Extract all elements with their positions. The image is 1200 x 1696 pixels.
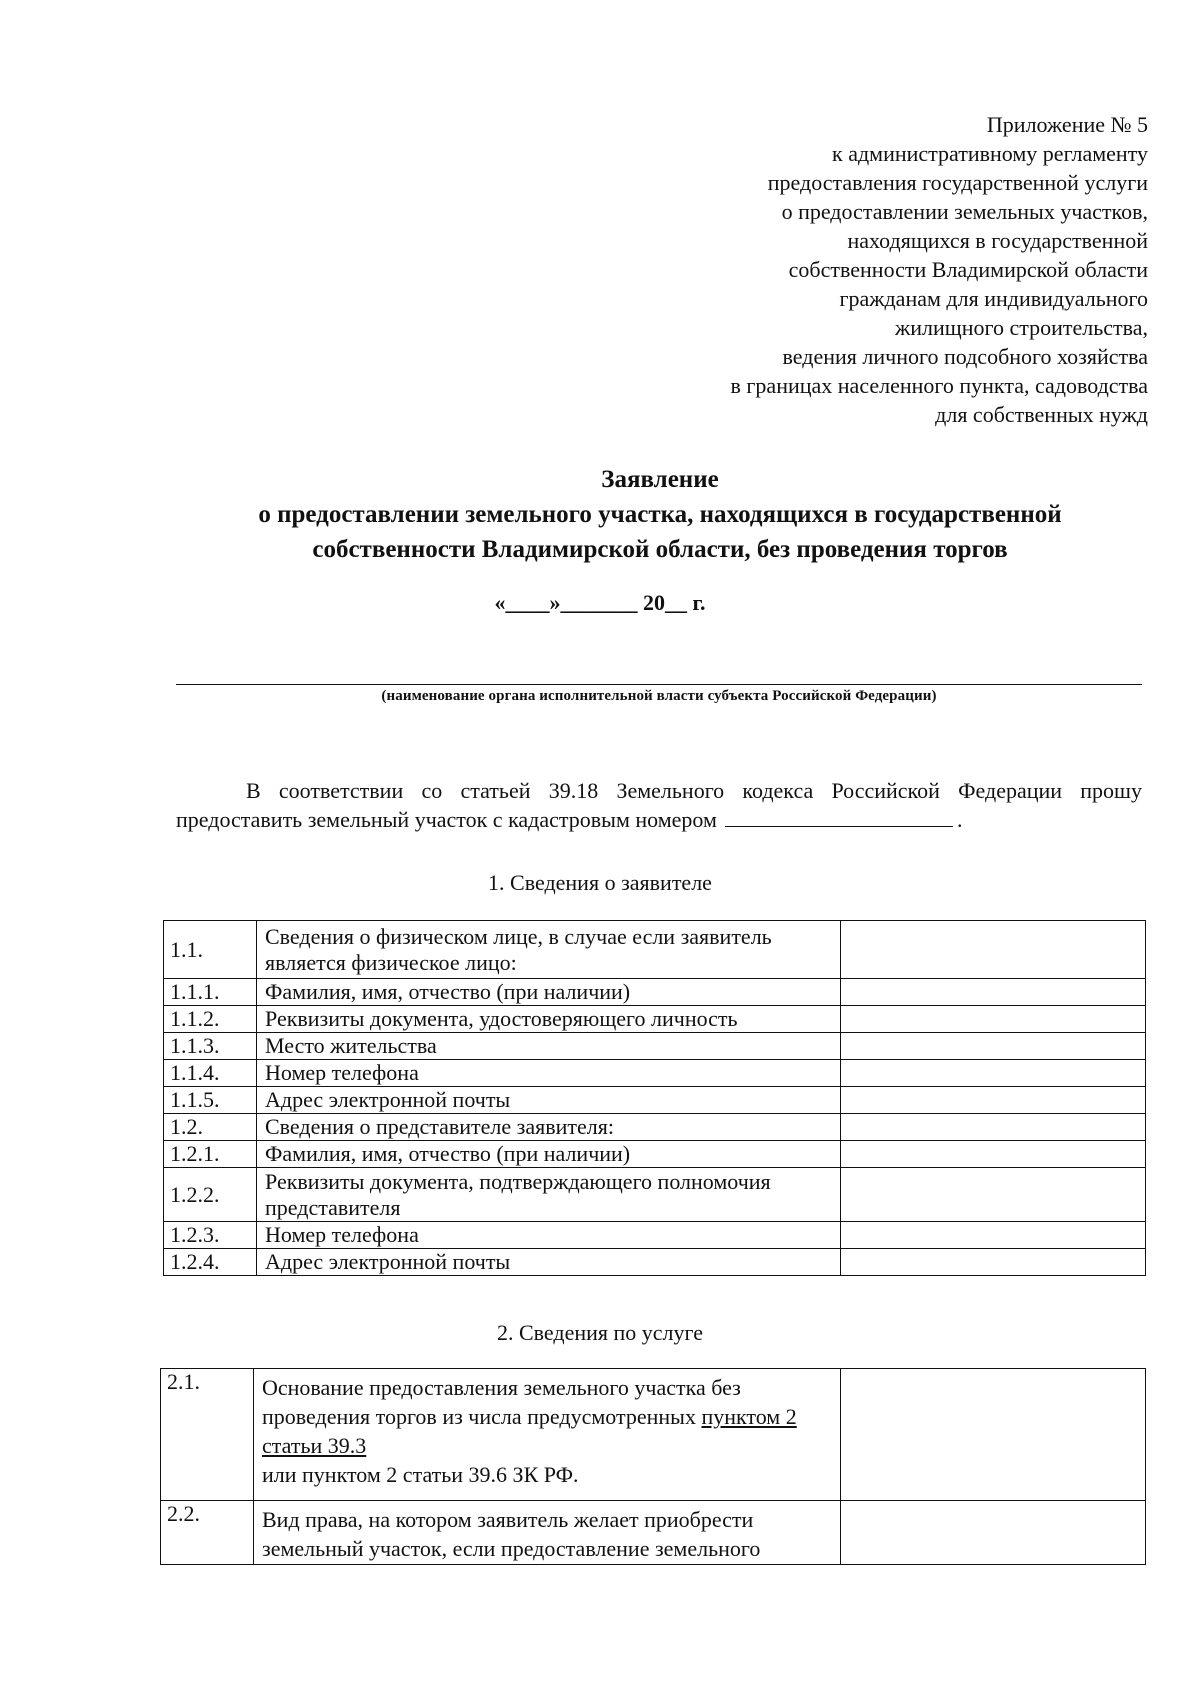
row-label: Реквизиты документа, удостоверяющего личность xyxy=(257,1006,841,1033)
title-line-3: собственности Владимирской области, без проведения торгов xyxy=(312,536,1008,563)
row-value-cell xyxy=(841,979,1146,1006)
service-info-table xyxy=(160,1368,1146,1565)
row-label: Сведения о физическом лице, в случае если заявитель является физическое лицо: xyxy=(257,921,841,979)
appendix-line: находящихся в государственной xyxy=(847,228,1148,253)
row-label: Номер телефона xyxy=(257,1222,841,1249)
row-number: 1.1.4. xyxy=(164,1060,257,1087)
appendix-line: собственности Владимирской области xyxy=(788,257,1148,282)
table-row xyxy=(164,1087,1146,1114)
authority-caption: (наименование органа исполнительной власти субъекта Российской Федерации) xyxy=(381,688,937,704)
row-number: 1.1.2. xyxy=(164,1006,257,1033)
appendix-line: Приложение № 5 xyxy=(986,112,1148,137)
authority-fill-line xyxy=(176,684,1142,685)
row-value-cell xyxy=(841,1369,1146,1501)
section-2-title: 2. Сведения по услуге xyxy=(496,1320,704,1345)
table-row xyxy=(164,1168,1146,1222)
appendix-header xyxy=(448,110,1148,429)
intro-end: . xyxy=(956,807,963,832)
appendix-line: о предоставлении земельных участков, xyxy=(781,199,1148,224)
table-row xyxy=(164,1060,1146,1087)
table-row xyxy=(164,1249,1146,1276)
cadastral-number-blank xyxy=(725,808,953,827)
table-row xyxy=(164,1033,1146,1060)
row-number: 1.1.3. xyxy=(164,1033,257,1060)
table-row xyxy=(164,979,1146,1006)
table-row xyxy=(161,1369,1146,1501)
appendix-line: гражданам для индивидуального xyxy=(839,286,1148,311)
title-line-2: о предоставлении земельного участка, находящихся в государственной xyxy=(258,501,1062,528)
row-number: 1.2.1. xyxy=(164,1141,257,1168)
row-label xyxy=(254,1369,841,1501)
row-value-cell xyxy=(841,1006,1146,1033)
row-value-cell xyxy=(841,1249,1146,1276)
appendix-line: для собственных нужд xyxy=(935,402,1148,427)
table-row xyxy=(164,1141,1146,1168)
appendix-line: в границах населенного пункта, садоводства xyxy=(730,373,1148,398)
law-reference-link[interactable]: пунктом 2 статьи 39.3 xyxy=(262,1404,797,1458)
document-title xyxy=(160,462,1160,567)
row-label: Фамилия, имя, отчество (при наличии) xyxy=(257,1141,841,1168)
row-number: 1.2.2. xyxy=(164,1168,257,1222)
table-row xyxy=(164,1222,1146,1249)
section-1-title: 1. Сведения о заявителе xyxy=(488,870,712,895)
appendix-line: к административному регламенту xyxy=(832,141,1148,166)
row-value-cell xyxy=(841,1087,1146,1114)
row-label: Номер телефона xyxy=(257,1060,841,1087)
date-line: «____»_______ 20__ г. xyxy=(494,590,706,615)
row-value-cell xyxy=(841,1168,1146,1222)
table-row xyxy=(164,1006,1146,1033)
row-label: Фамилия, имя, отчество (при наличии) xyxy=(257,979,841,1006)
appendix-line: предоставления государственной услуги xyxy=(767,170,1148,195)
row-value-cell xyxy=(841,921,1146,979)
row-label: Вид права, на котором заявитель желает приобрести земельный участок, если предоставление земельного xyxy=(254,1501,841,1565)
row-value-cell xyxy=(841,1033,1146,1060)
row-number: 1.2. xyxy=(164,1114,257,1141)
applicant-info-table xyxy=(163,920,1146,1276)
appendix-line: жилищного строительства, xyxy=(895,315,1148,340)
intro-paragraph xyxy=(176,776,1142,834)
row-label: Место жительства xyxy=(257,1033,841,1060)
table-row xyxy=(161,1501,1146,1565)
row-number: 2.1. xyxy=(161,1369,254,1501)
table-row xyxy=(164,921,1146,979)
row-value-cell xyxy=(841,1060,1146,1087)
row-number: 1.1.5. xyxy=(164,1087,257,1114)
row-label-text: Основание предоставления земельного участка без проведения торгов из числа предусмотренных xyxy=(262,1375,741,1429)
row-value-cell xyxy=(841,1141,1146,1168)
row-value-cell xyxy=(841,1222,1146,1249)
row-label-text-end: или пунктом 2 статьи 39.6 ЗК РФ. xyxy=(262,1462,579,1487)
row-label: Адрес электронной почты xyxy=(257,1249,841,1276)
row-number: 1.2.3. xyxy=(164,1222,257,1249)
table-row xyxy=(164,1114,1146,1141)
row-label: Реквизиты документа, подтверждающего полномочия представителя xyxy=(257,1168,841,1222)
row-number: 2.2. xyxy=(161,1501,254,1565)
appendix-line: ведения личного подсобного хозяйства xyxy=(782,344,1148,369)
row-number: 1.1. xyxy=(164,921,257,979)
row-number: 1.2.4. xyxy=(164,1249,257,1276)
row-number: 1.1.1. xyxy=(164,979,257,1006)
row-value-cell xyxy=(841,1501,1146,1565)
row-label: Сведения о представителе заявителя: xyxy=(257,1114,841,1141)
intro-text: В соответствии со статьей 39.18 Земельного кодекса Российской Федерации прошу предоставить земельный участок с кадастровым номером xyxy=(176,778,1142,832)
title-line-1: Заявление xyxy=(601,466,719,493)
row-label: Адрес электронной почты xyxy=(257,1087,841,1114)
row-value-cell xyxy=(841,1114,1146,1141)
